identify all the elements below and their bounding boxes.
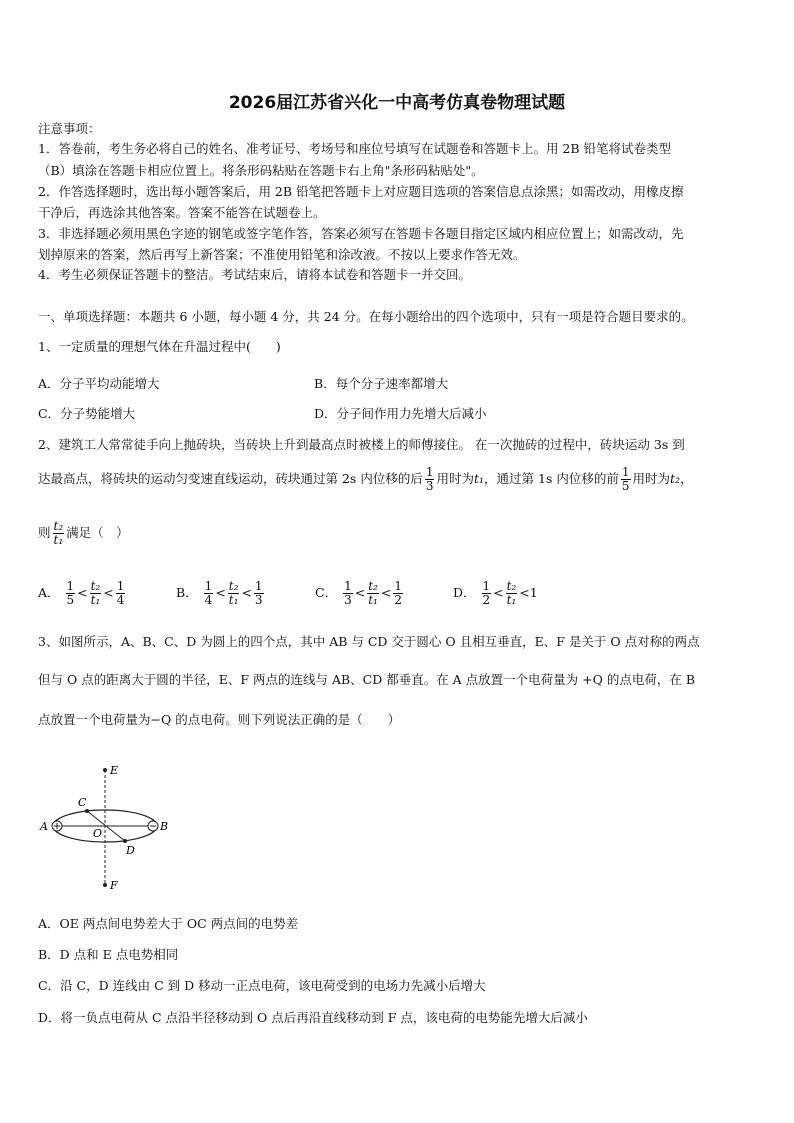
notice-heading: 注意事项： <box>38 121 101 136</box>
label-c: C <box>78 796 87 809</box>
denominator: 4 <box>204 593 213 607</box>
denominator: 3 <box>425 479 434 493</box>
ratio-fraction <box>367 580 379 607</box>
denominator: 5 <box>66 593 75 607</box>
q3-line2: 但与 O 点的距离大于圆的半径，E、F 两点的连线与 AB、CD 都垂直。在 A 点放置一个电荷量为 +Q 的点电荷，在 B <box>38 672 696 687</box>
denominator: t₁ <box>506 593 517 607</box>
numerator: 1 <box>116 579 125 593</box>
q1-stem: 1、一定质量的理想气体在升温过程中( ) <box>38 339 281 354</box>
q2-option-d: D． $\frac{1}{2}$ < $\frac{\text{t₂}}{\text{t₁}}$ <1 <box>453 579 538 607</box>
notice-line: 4．考生必须保证答题卡的整洁。考试结束后，请将本试卷和答题卡一并交回。 <box>38 267 471 282</box>
section-heading: 一、单项选择题：本题共 6 小题，每小题 4 分，共 24 分。在每小题给出的四个选项中，只有一项是符合题目要求的。 <box>38 309 694 324</box>
notice-line: （B）填涂在答题卡相应位置上。将条形码粘贴在答题卡右上角"条形码粘贴处"。 <box>38 163 484 178</box>
point-d <box>123 839 127 843</box>
label-d: D <box>126 844 135 857</box>
notice-line: 划掉原来的答案，然后再写上新答案；不准使用铅笔和涂改液。不按以上要求作答无效。 <box>38 247 526 262</box>
denominator: 4 <box>116 593 125 607</box>
option-label: B． <box>176 585 198 600</box>
denominator: 3 <box>344 593 352 607</box>
fraction <box>393 580 403 607</box>
q3-option-d: D．将一负点电荷从 C 点沿半径移动到 O 点后再沿直线移动到 F 点，该电荷的电势能先增大后减小 <box>38 1010 588 1025</box>
q2-line1: 2、建筑工人常常徒手向上抛砖块，当砖块上升到最高点时被楼上的师傅接住。 在一次抛砖的过程中，砖块运动 3s 到 <box>38 437 685 452</box>
numerator: 1 <box>344 579 352 593</box>
page-title: 2026届江苏省兴化一中高考仿真卷物理试题 <box>228 93 566 113</box>
fraction <box>482 580 492 607</box>
q2-text: 则 <box>38 525 51 540</box>
upper-bound: 1 <box>529 585 538 600</box>
q2-text: 用时为 <box>632 471 671 486</box>
numerator: 1 <box>621 465 630 479</box>
numerator: 1 <box>425 465 434 479</box>
denominator: t₁ <box>53 533 64 547</box>
numerator: t₂ <box>90 579 101 593</box>
label-e: E <box>110 764 119 777</box>
q2-line2: 达最高点，将砖块的运动匀变速直线运动，砖块通过第 2s 内位移的后 $\frac{1}{3}$ 用时为t₁，通过第 1s 内位移的前 $\frac{1}{5}$ 用时为t₂， <box>38 465 693 493</box>
q2-line3 <box>38 518 129 548</box>
q2-option-a: A． $\frac{1}{5}$ < $\frac{\text{t₂}}{\text{t₁}}$ < $\frac{1}{4}$ <box>38 579 125 607</box>
label-b: B <box>160 820 169 833</box>
t1-symbol: t₁ <box>473 471 485 486</box>
denominator: 5 <box>621 479 630 493</box>
fraction <box>343 580 353 607</box>
fraction <box>66 580 76 607</box>
numerator: t₂ <box>368 579 378 593</box>
q1-option-b: B．每个分子速率都增大 <box>314 376 449 391</box>
label-o: O <box>93 827 103 840</box>
ratio-fraction <box>228 580 240 607</box>
numerator: t₂ <box>506 579 517 593</box>
fraction <box>116 580 126 607</box>
q2-option-c: C． $\frac{1}{3}$ < $\frac{\text{t₂}}{\text{t₁}}$ < $\frac{1}{2}$ <box>315 579 402 607</box>
ratio-fraction <box>506 580 518 607</box>
notice-line: 3．非选择题必须用黑色字迹的钢笔或签字笔作答，答案必须写在答题卡各题目指定区域内相应位置上；如需改动，先 <box>38 226 684 241</box>
q3-line1: 3、如图所示，A、B、C、D 为圆上的四个点，其中 AB 与 CD 交于圆心 O 且相互垂直，E、F 是关于 O 点对称的两点 <box>38 634 700 649</box>
q1-option-a: A．分子平均动能增大 <box>38 376 160 391</box>
fraction <box>204 580 214 607</box>
fraction <box>621 466 631 493</box>
ratio-fraction <box>53 520 65 547</box>
t2-symbol: t₂ <box>670 471 681 486</box>
q3-option-b: B．D 点和 E 点电势相同 <box>38 947 179 962</box>
q1-option-c: C．分子势能增大 <box>38 406 136 421</box>
notice-line: 2．作答选择题时，选出每小题答案后，用 2B 铅笔把答题卡上对应题目选项的答案信息点涂黑；如需改动，用橡皮擦 <box>38 184 684 199</box>
q2-text: ，通过第 1s 内位移的前 <box>484 471 619 486</box>
numerator: 1 <box>204 579 213 593</box>
ratio-fraction <box>90 580 102 607</box>
label-a: A <box>40 820 48 833</box>
fraction <box>254 580 264 607</box>
q2-text: 满足（ ） <box>66 525 129 540</box>
q3-line3: 点放置一个电荷量为−Q 的点电荷。则下列说法正确的是（ ） <box>38 712 401 727</box>
numerator: t₂ <box>53 519 64 533</box>
notice-line: 干净后，再选涂其他答案。答案不能答在试题卷上。 <box>38 205 326 220</box>
notice-line: 1．答卷前，考生务必将自己的姓名、准考证号、考场号和座位号填写在试题卷和答题卡上。用 2B 铅笔将试卷类型 <box>38 141 672 156</box>
point-f <box>103 883 107 887</box>
q2-option-b: B． $\frac{1}{4}$ < $\frac{\text{t₂}}{\text{t₁}}$ < $\frac{1}{3}$ <box>176 579 263 607</box>
fraction <box>425 466 435 493</box>
charge-circle-diagram <box>36 758 186 898</box>
q2-text: 用时为 <box>436 471 474 486</box>
q3-option-c: C．沿 C，D 连线由 C 到 D 移动一正点电荷，该电荷受到的电场力先减小后增大 <box>38 978 486 993</box>
option-label: A． <box>38 585 60 600</box>
q2-text: 达最高点，将砖块的运动匀变速直线运动，砖块通过第 2s 内位移的后 <box>38 471 423 486</box>
denominator: 2 <box>482 593 491 607</box>
numerator: 1 <box>254 579 263 593</box>
denominator: t₁ <box>228 593 239 607</box>
q3-option-a: A．OE 两点间电势差大于 OC 两点间的电势差 <box>38 916 299 931</box>
label-f: F <box>110 879 118 892</box>
q1-option-d: D．分子间作用力先增大后减小 <box>314 406 487 421</box>
numerator: t₂ <box>228 579 239 593</box>
point-e <box>103 768 107 772</box>
numerator: 1 <box>66 579 75 593</box>
denominator: 2 <box>394 593 402 607</box>
point-c <box>85 809 89 813</box>
numerator: 1 <box>482 579 491 593</box>
denominator: t₁ <box>368 593 378 607</box>
denominator: 3 <box>254 593 263 607</box>
option-label: D． <box>453 585 476 600</box>
numerator: 1 <box>394 579 402 593</box>
denominator: t₁ <box>90 593 101 607</box>
option-label: C． <box>315 585 338 600</box>
